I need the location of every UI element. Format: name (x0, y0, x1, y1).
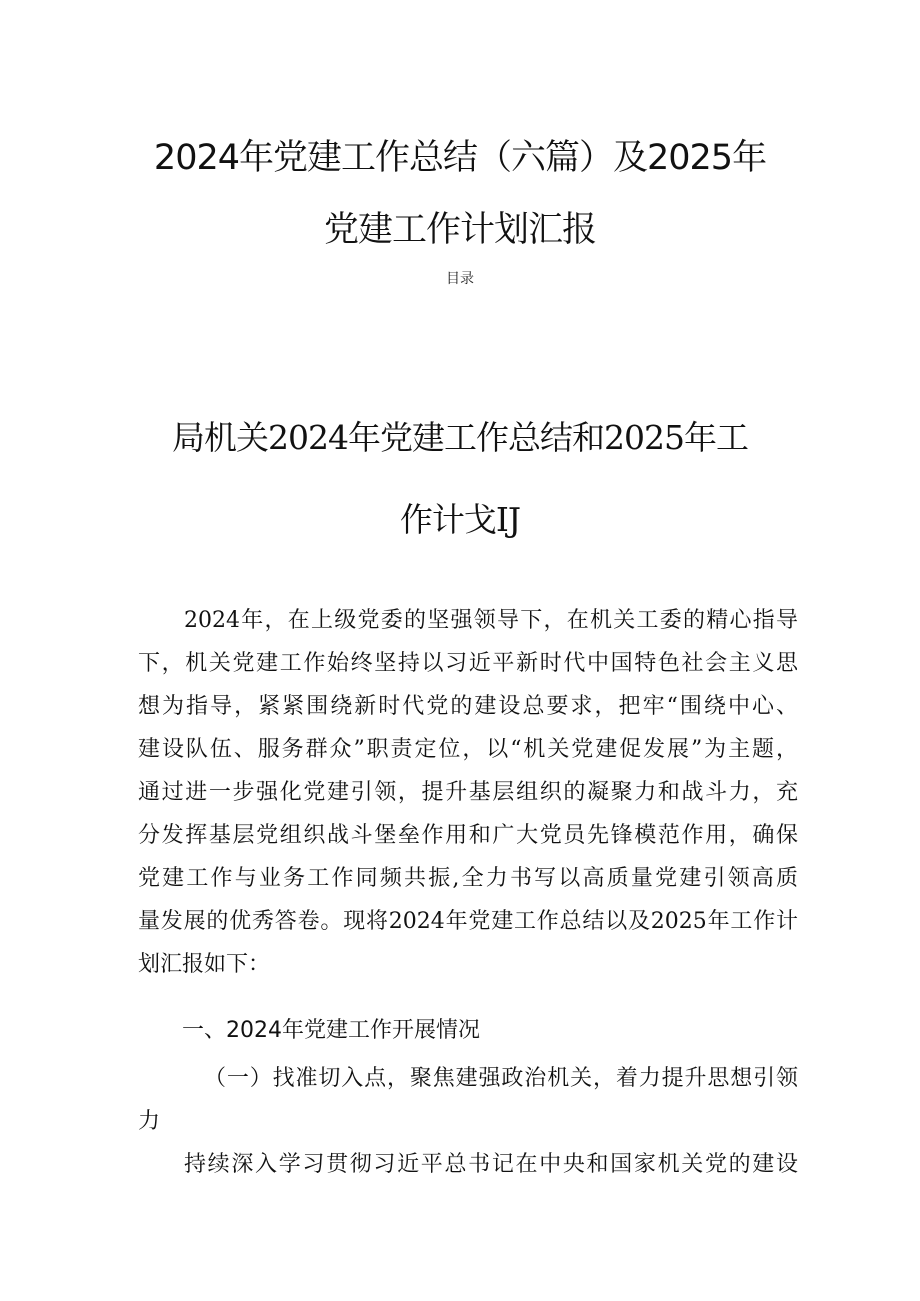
article-title-line-1: 局机关2024年党建工作总结和2025年工 (172, 418, 748, 457)
subsection-heading-line: 力 (138, 1109, 161, 1134)
document-title-line-1: 2024年党建工作总结（六篇）及2025年 (153, 138, 767, 178)
article-title-line-2: 作计戈IJ (399, 500, 521, 539)
intro-paragraph-line: 想为指导，紧紧围绕新时代党的建设总要求，把牢“围绕中心、 (138, 694, 798, 719)
intro-paragraph-line: 党建工作与业务工作同频共振,全力书写以高质量党建引领高质 (138, 866, 798, 891)
intro-paragraph-line: 建设队伍、服务群众”职责定位，以“机关党建促发展”为主题， (138, 737, 798, 762)
intro-paragraph-line: 2024年，在上级党委的坚强领导下，在机关工委的精心指导 (184, 608, 798, 633)
table-of-contents-label: 目录 (446, 271, 474, 287)
intro-paragraph-line: 分发挥基层党组织战斗堡垒作用和广大党员先锋模范作用，确保 (138, 823, 798, 848)
intro-paragraph-line: 通过进一步强化党建引领，提升基层组织的凝聚力和战斗力，充 (138, 780, 798, 805)
intro-paragraph-line: 下，机关党建工作始终坚持以习近平新时代中国特色社会主义思 (138, 651, 798, 676)
paragraph-line: 持续深入学习贯彻习近平总书记在中央和国家机关党的建设 (184, 1152, 798, 1177)
intro-paragraph-line: 量发展的优秀答卷。现将2024年党建工作总结以及2025年工作计 (138, 909, 798, 934)
subsection-heading-line: （一）找准切入点，聚焦建强政治机关，着力提升思想引领 (204, 1066, 798, 1091)
section-heading: 一、2024年党建工作开展情况 (182, 1018, 480, 1043)
intro-paragraph-line: 划汇报如下： (138, 952, 271, 977)
document-title-line-2: 党建工作计划汇报 (323, 210, 596, 250)
